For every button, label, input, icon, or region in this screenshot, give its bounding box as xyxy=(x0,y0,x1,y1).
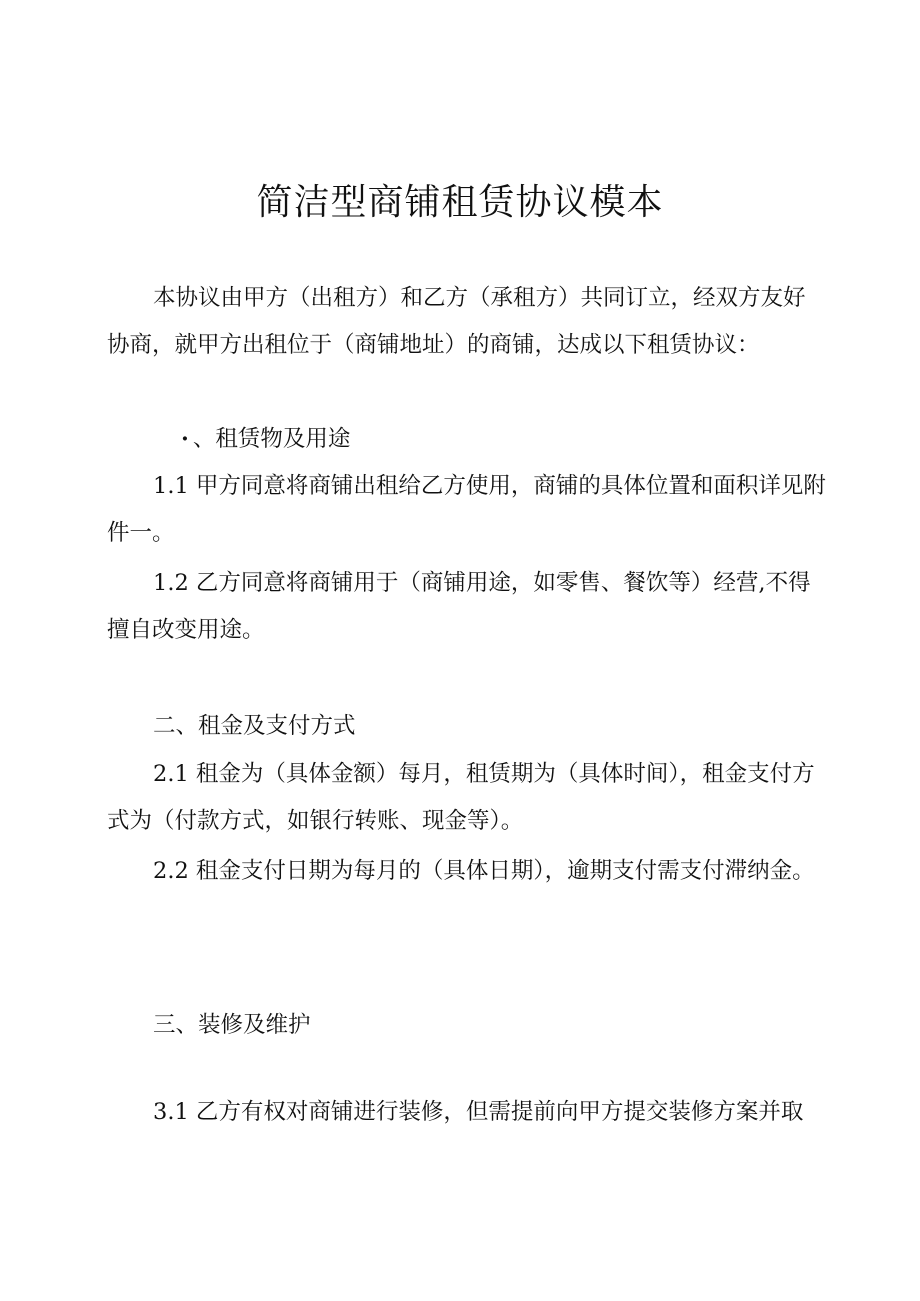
section-heading-2: 二、租金及支付方式 xyxy=(153,713,356,739)
clause-2-1: 2.1 租金为（具体金额）每月，租赁期为（具体时间），租金支付方式为（付款方式，如银行转账、现金等）。 xyxy=(107,761,815,834)
clause-3-1: 3.1 乙方有权对商铺进行装修，但需提前向甲方提交装修方案并取 xyxy=(153,1099,804,1125)
clause-1-1: 1.1 甲方同意将商铺出租给乙方使用，商铺的具体位置和面积详见附件一。 xyxy=(107,473,826,546)
intro-paragraph: 本协议由甲方（出租方）和乙方（承租方）共同订立，经双方友好协商，就甲方出租位于（商铺地址）的商铺，达成以下租赁协议： xyxy=(107,285,806,358)
clause-2-2: 2.2 租金支付日期为每月的（具体日期），逾期支付需支付滞纳金。 xyxy=(153,858,815,884)
section-heading-1 xyxy=(153,424,350,454)
section-heading-3: 三、装修及维护 xyxy=(153,1012,311,1038)
document-title: 简洁型商铺租赁协议模本 xyxy=(256,182,664,223)
section-heading-text: 、租赁物及用途 xyxy=(192,426,351,452)
section-bullet: · xyxy=(181,426,189,452)
clause-1-2: 1.2 乙方同意将商铺用于（商铺用途，如零售、餐饮等）经营,不得擅自改变用途。 xyxy=(107,570,811,643)
